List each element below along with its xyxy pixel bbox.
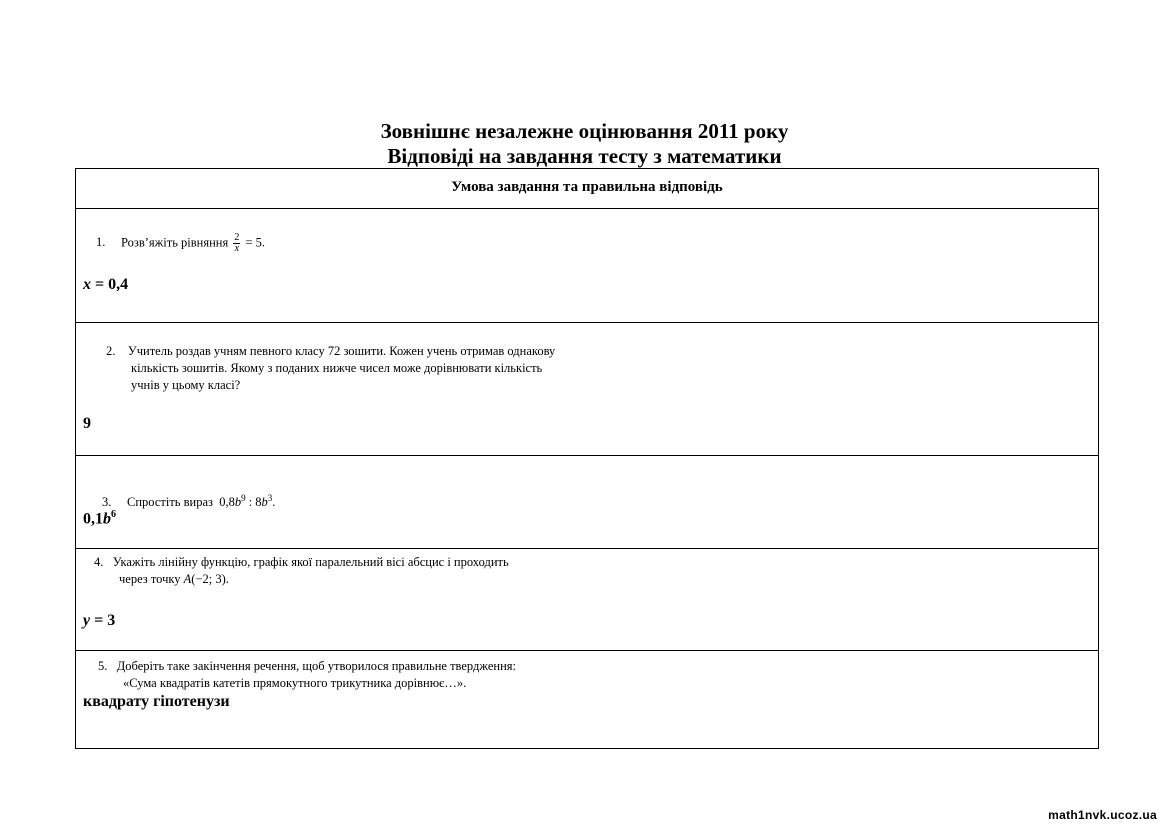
question-line: кількість зошитів. Якому з поданих нижче чисел може дорівнювати кількість: [131, 361, 543, 375]
point-name: A: [183, 572, 192, 586]
answer-exponent: 6: [111, 509, 116, 520]
answer-text: [83, 509, 116, 528]
expression-part: .: [272, 495, 276, 510]
question-text: [96, 233, 265, 254]
answer-base: 0,1: [83, 510, 103, 528]
answer-text: 9: [83, 415, 91, 432]
table-column-header: Умова завдання та правильна відповідь: [451, 179, 723, 195]
question-prefix: Спростіть вираз: [127, 495, 213, 510]
question-number: 1.: [96, 235, 106, 250]
table-header-row: [76, 169, 1098, 209]
page-subtitle: Відповіді на завдання тесту з математики: [387, 144, 782, 168]
table-row: [76, 651, 1098, 748]
question-text: [94, 554, 509, 588]
question-number: 4.: [94, 555, 104, 569]
question-line: учнів у цьому класі?: [131, 378, 241, 392]
fraction-numerator: 2: [234, 232, 240, 243]
answer-value: = 3: [94, 612, 116, 629]
answer-variable: x: [83, 276, 91, 293]
question-text: [102, 490, 275, 511]
table-row: [76, 456, 1098, 549]
expression-exponent: 3: [267, 493, 273, 503]
fraction: [233, 233, 240, 254]
answer-variable: y: [83, 612, 91, 629]
expression-part: 0,8: [219, 495, 235, 510]
question-number: 2.: [106, 344, 116, 358]
answer-text: квадрату гіпотенузи: [83, 693, 230, 710]
point-coordinates: (−2; 3).: [191, 572, 229, 586]
question-line: Доберіть таке закінчення речення, щоб утворилося правильне твердження:: [116, 659, 516, 673]
site-watermark: math1nvk.ucoz.ua: [1048, 808, 1157, 822]
question-suffix: = 5.: [245, 235, 266, 250]
expression-variable: b: [261, 495, 268, 510]
question-number: 3.: [102, 495, 112, 510]
question-text: [106, 343, 555, 394]
expression-exponent: 9: [241, 493, 246, 503]
expression-variable: b: [234, 495, 242, 510]
question-number: 5.: [98, 659, 108, 673]
table-row: [76, 209, 1098, 323]
answer-variable: b: [103, 510, 111, 528]
table-row: [76, 549, 1098, 651]
answer-text: [83, 276, 128, 294]
answer-text: [83, 612, 115, 630]
table-row: [76, 323, 1098, 456]
page-title: Зовнішнє незалежне оцінювання 2011 року: [380, 119, 789, 143]
fraction-denominator: x: [234, 243, 240, 254]
question-prefix: Розв’яжіть рівняння: [121, 235, 229, 250]
question-text: [98, 658, 516, 692]
question-line: Укажіть лінійну функцію, графік якої паралельний вісі абсцис і проходить: [112, 555, 509, 569]
question-line: Учитель роздав учням певного класу 72 зошити. Кожен учень отримав однакову: [127, 344, 556, 358]
question-line: «Сума квадратів катетів прямокутного трикутника дорівнює…».: [123, 676, 467, 690]
question-line: через точку: [119, 572, 181, 586]
answers-table: [75, 168, 1099, 749]
expression-part: : 8: [245, 495, 262, 510]
answer-value: = 0,4: [95, 276, 129, 293]
